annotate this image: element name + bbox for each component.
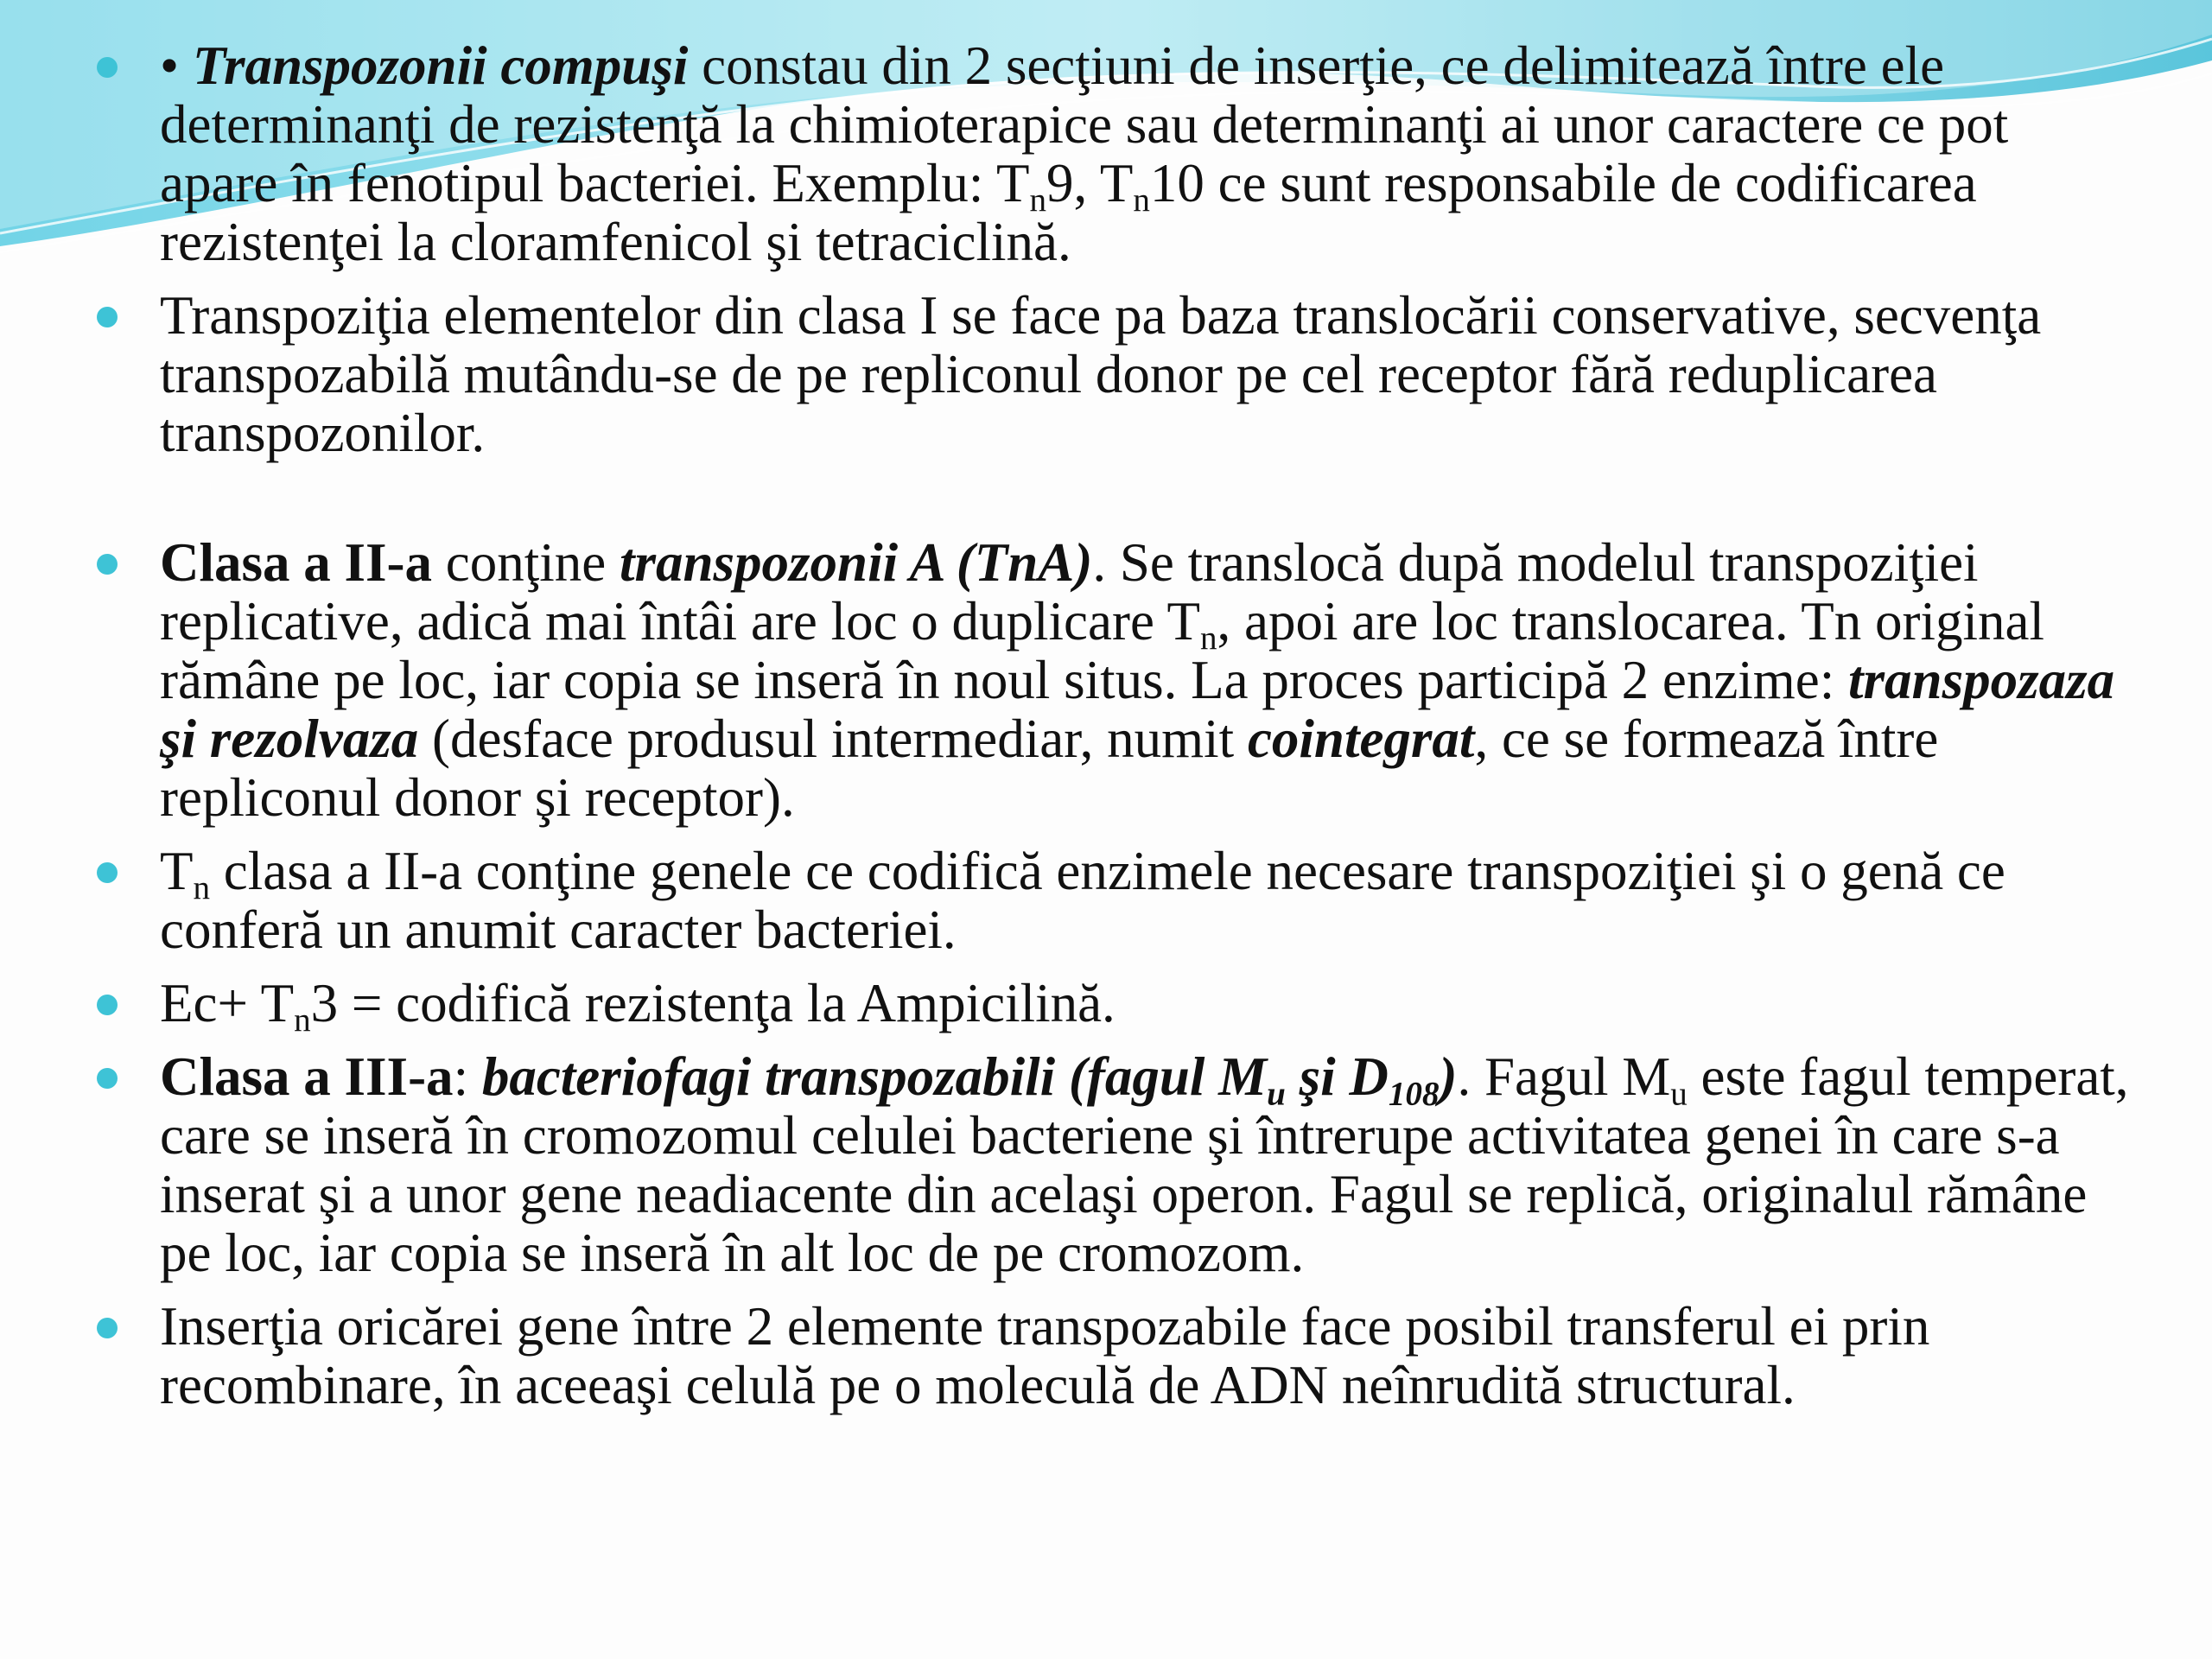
term-bacteriophages: bacteriofagi transpozabili (fagul M <box>481 1046 1268 1107</box>
text: . Fagul M <box>1457 1046 1671 1107</box>
text: • <box>160 35 193 96</box>
bullet-icon <box>97 1318 118 1338</box>
bullet-item-class-1-transposition <box>95 286 2130 462</box>
text: . Se translocă după modelul transpoziţiei replicative, adică mai întâi are loc o duplicare T <box>160 532 1979 652</box>
subscript: u <box>1267 1075 1286 1113</box>
text: T <box>160 841 194 901</box>
subscript: n <box>1133 181 1150 219</box>
bullet-icon <box>97 57 118 78</box>
bullet-item-class-3 <box>95 1047 2130 1282</box>
bullet-icon <box>97 862 118 883</box>
text: : <box>453 1046 482 1107</box>
text: clasa a II-a conţine genele ce codifică enzimele necesare transpoziţiei şi o genă ce conferă un anumit caracter bacteriei. <box>160 841 2005 960</box>
bullet-item-class-2 <box>95 533 2130 827</box>
term-composite-transposons: Transpozonii compuşi <box>192 35 689 96</box>
term-transposons-a: transpozonii A (TnA) <box>619 532 1093 593</box>
subscript: n <box>1200 620 1217 658</box>
text: ) <box>1439 1046 1458 1107</box>
bullet-icon <box>97 307 118 327</box>
bullet-item-tn-class-2-genes <box>95 842 2130 959</box>
text: 9, T <box>1046 153 1134 213</box>
bullet-item-gene-insertion <box>95 1297 2130 1414</box>
subscript: n <box>193 869 211 907</box>
subscript: n <box>294 1001 311 1039</box>
subscript: 108 <box>1388 1075 1440 1113</box>
bullet-item-composite-transposons <box>95 36 2130 271</box>
term-enzymes: transpozaza şi rezolvaza <box>160 650 2115 769</box>
text: , apoi are loc translocarea. Tn original rămâne pe loc, iar copia se inseră în noul situs. La proces participă 2 enzime: <box>160 591 2044 710</box>
text: conţine <box>432 532 620 593</box>
bullet-icon <box>97 995 118 1015</box>
text: Ec+ T <box>160 973 295 1033</box>
text: constau din 2 secţiuni de inserţie, ce delimitează între ele determinanţi de rezistenţă la chimioterapice sau determinanţi ai unor caractere ce pot apare în fenotipul bacteriei. Exemplu: T <box>160 35 2009 213</box>
subscript: u <box>1670 1075 1688 1113</box>
term-class-3: Clasa a III-a <box>160 1046 454 1107</box>
text: şi D <box>1285 1046 1389 1107</box>
term-cointegrate: cointegrat <box>1247 709 1475 769</box>
text: (desface produsul intermediar, numit <box>418 709 1248 769</box>
subscript: n <box>1029 181 1046 219</box>
text: este fagul temperat, care se inseră în cromozomul celulei bacteriene şi întrerupe activitatea genei în care s-a inserat şi a unor gene neadiacente din acelaşi operon. Fagul se replică, originalul rămâne pe loc, iar copia se inseră în alt loc de pe cromozom. <box>160 1046 2129 1283</box>
term-class-2: Clasa a II-a <box>160 532 433 593</box>
bullet-item-ampicillin <box>95 973 2130 1039</box>
text: Inserţia oricărei gene între 2 elemente transpozabile face posibil transferul ei prin recombinare, în aceeaşi celulă pe o moleculă de ADN neînrudită structural. <box>160 1296 1930 1415</box>
text: , ce se formează între repliconul donor şi receptor). <box>160 709 1939 828</box>
slide-content <box>95 36 2130 1429</box>
text: 3 = codifică rezistenţa la Ampicilină. <box>310 973 1116 1033</box>
text: Transpoziţia elementelor din clasa I se face pa baza translocării conservative, secvenţa transpozabilă mutându-se de pe repliconul donor pe cel receptor fără reduplicarea transpozonilor. <box>160 285 2042 463</box>
bullet-icon <box>97 1068 118 1089</box>
text: 10 ce sunt responsabile de codificarea rezistenţei la cloramfenicol şi tetraciclină. <box>160 153 1977 272</box>
bullet-icon <box>97 554 118 575</box>
